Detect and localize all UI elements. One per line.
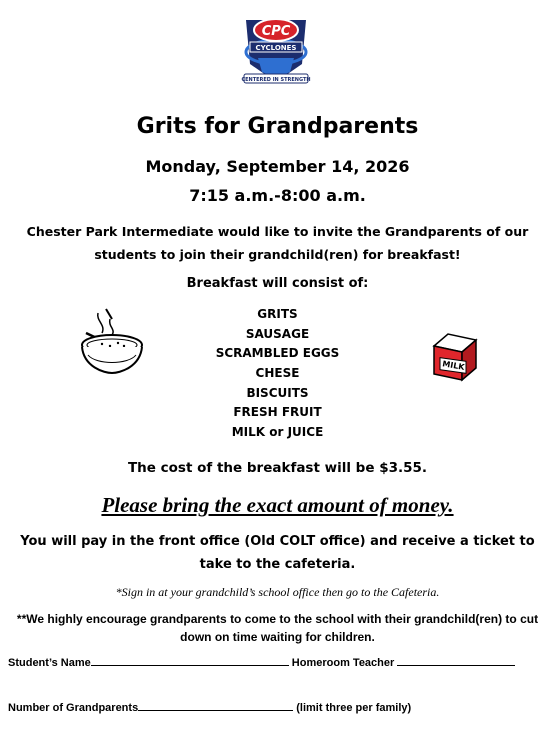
grandparents-count-label: Number of Grandparents — [8, 702, 139, 714]
menu-item: CHESE — [255, 366, 300, 381]
grits-bowl-icon — [76, 305, 146, 377]
grandparents-count-field[interactable] — [138, 700, 293, 711]
menu-item: GRITS — [257, 307, 298, 321]
student-name-label: Student’s Name — [8, 657, 91, 669]
logo-motto: CENTERED IN STRENGTH — [241, 77, 311, 83]
signin-note: *Sign in at your grandchild’s school office then go to the Cafeteria. — [115, 585, 440, 599]
cost-text: The cost of the breakfast will be $3.55. — [127, 460, 428, 476]
event-date: Monday, September 14, 2026 — [145, 157, 410, 176]
menu-item: BISCUITS — [246, 385, 309, 400]
logo-name: CYCLONES — [255, 44, 297, 52]
limit-note: (limit three per family) — [296, 702, 412, 714]
exact-money-notice — [0, 493, 555, 518]
encourage-note: **We highly encourage grandparents to come to the school with their grandchild(ren) to cut down on time waiting for children. — [16, 612, 539, 644]
menu-item: SAUSAGE — [245, 326, 310, 341]
exact-money-text: Please bring the exact amount of money. — [101, 493, 454, 517]
student-homeroom-line — [8, 655, 515, 669]
invitation-text: Chester Park Intermediate would like to invite the Grandparents of our students to join their grandchild(ren) for breakfast! — [26, 224, 529, 262]
student-name-field[interactable] — [91, 655, 289, 666]
milk-carton-label: MILK — [441, 359, 466, 372]
homeroom-teacher-label: Homeroom Teacher — [291, 657, 395, 669]
menu-heading: Breakfast will consist of: — [186, 276, 369, 291]
payment-instructions: You will pay in the front office (Old COLT office) and receive a ticket to take to the cafeteria. — [20, 534, 535, 572]
page-title: Grits for Grandparents — [136, 114, 419, 139]
menu-item: MILK or JUICE — [231, 425, 324, 440]
milk-carton-icon — [428, 328, 482, 384]
logo-initials: CPC — [261, 24, 291, 39]
menu-item: SCRAMBLED EGGS — [215, 346, 340, 361]
cpc-cyclones-logo — [236, 12, 316, 92]
menu-item: FRESH FRUIT — [233, 405, 322, 420]
homeroom-teacher-field[interactable] — [397, 655, 515, 666]
event-time: 7:15 a.m.-8:00 a.m. — [189, 186, 366, 205]
grandparents-count-line — [8, 700, 411, 714]
